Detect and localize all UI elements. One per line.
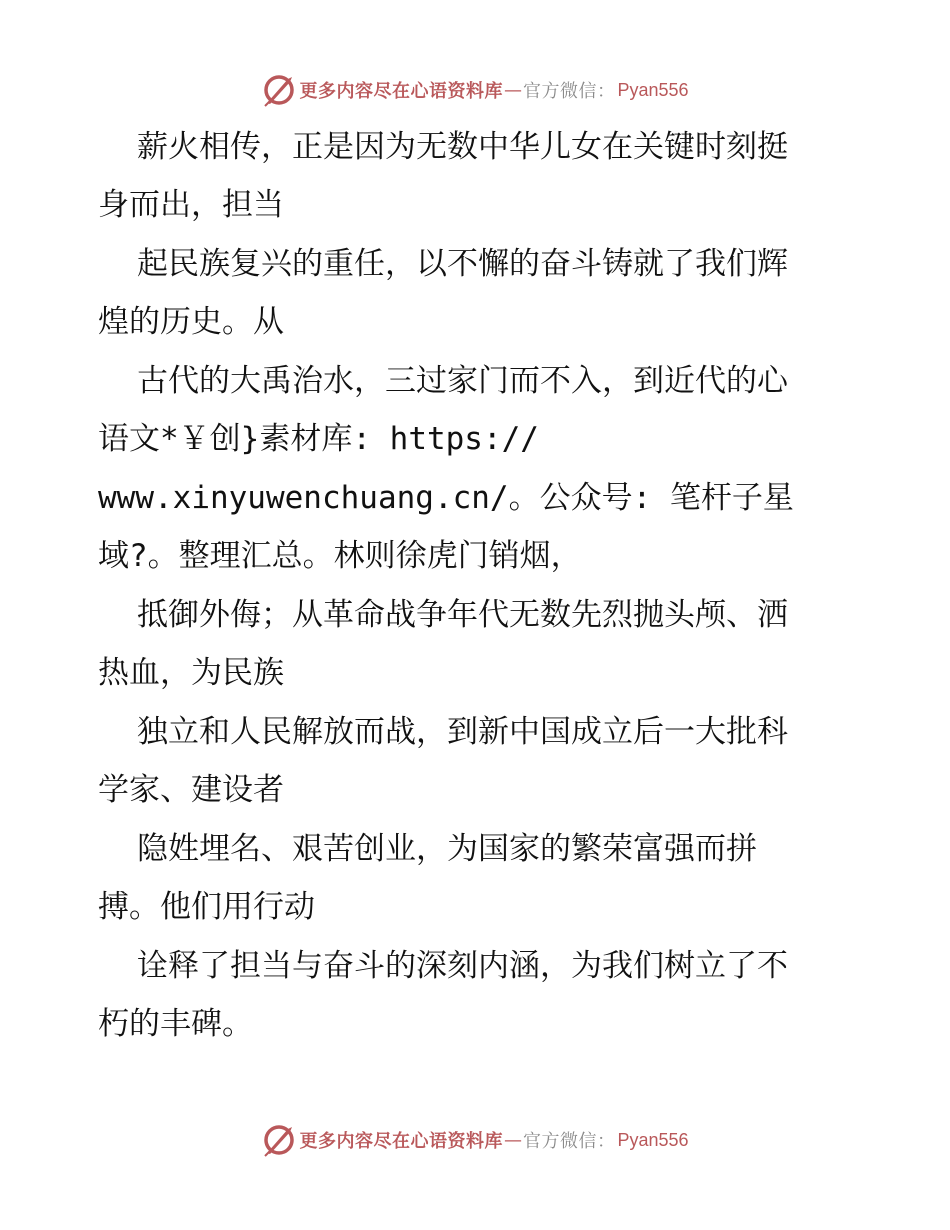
text-line: 抵御外侮；从革命战争年代无数先烈抛头颅、洒 [137, 597, 788, 633]
feather-pen-icon [261, 1122, 297, 1158]
header-watermark [0, 70, 950, 110]
text-line: 诠释了担当与奋斗的深刻内涵，为我们树立了不 [137, 948, 788, 984]
text-line: 煌的历史。从 [98, 304, 284, 340]
text-line: 语文*￥创}素材库: https:// [98, 421, 539, 457]
banner-wechat-id: Pyan556 [617, 79, 689, 100]
footer-watermark [0, 1120, 950, 1160]
feather-pen-icon [261, 72, 297, 108]
text-line: 起民族复兴的重任，以不懈的奋斗铸就了我们辉 [137, 246, 788, 282]
text-line: 朽的丰碑。 [98, 1006, 253, 1042]
text-line: 搏。他们用行动 [98, 889, 315, 925]
banner-brand-text: 更多内容尽在心语资料库 [299, 1131, 503, 1152]
banner-wechat-label: 官方微信： [522, 1131, 616, 1152]
text-line: 身而出，担当 [98, 187, 284, 223]
text-line: 古代的大禹治水，三过家门而不入，到近代的心 [137, 363, 788, 399]
text-line: www.xinyuwenchuang.cn/。公众号: 笔杆子星 [98, 480, 794, 516]
banner-brand-text: 更多内容尽在心语资料库 [299, 81, 503, 102]
text-line: 学家、建设者 [98, 772, 284, 808]
banner-wechat-label: 官方微信： [522, 81, 616, 102]
text-line: 域?。整理汇总。林则徐虎门销烟， [98, 538, 582, 574]
text-line: 独立和人民解放而战，到新中国成立后一大批科 [137, 714, 788, 750]
banner-separator: — [503, 1129, 522, 1151]
text-line: 热血，为民族 [98, 655, 284, 691]
text-line: 薪火相传，正是因为无数中华儿女在关键时刻挺 [137, 129, 788, 165]
banner-separator: — [503, 79, 522, 101]
banner-wechat-id: Pyan556 [617, 1129, 689, 1150]
text-line: 隐姓埋名、艰苦创业，为国家的繁荣富强而拼 [137, 831, 757, 867]
